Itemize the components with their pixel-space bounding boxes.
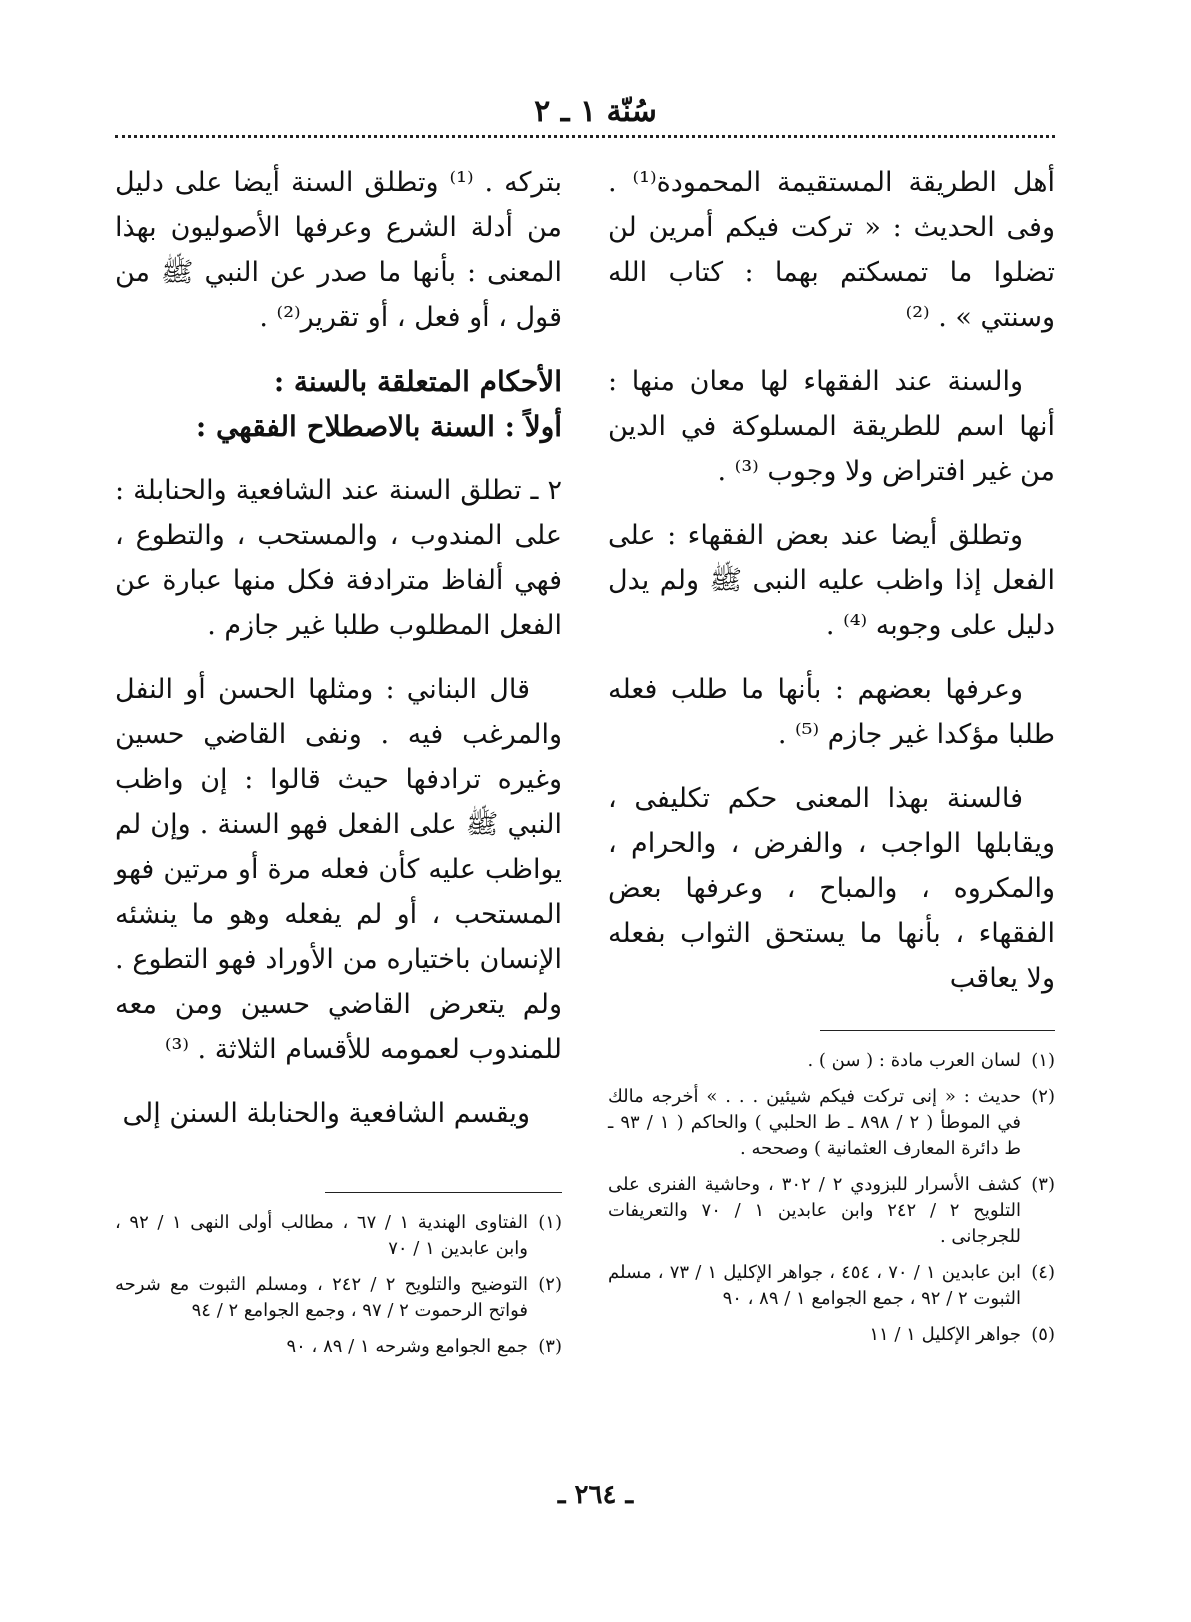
page-number: ـ ٢٦٤ ـ — [557, 1480, 634, 1510]
footnote-item — [115, 1272, 562, 1324]
footnote-divider — [820, 1030, 1055, 1031]
footnote-number: (٥) — [1031, 1324, 1055, 1345]
subsection-heading: أولاً : السنة بالاصطلاح الفقهي : — [195, 410, 562, 443]
footnote-item — [608, 1084, 1055, 1162]
footnote-text: الفتاوى الهندية ١ / ٦٧ ، مطالب أولى النهى ١ / ٩٢ ، وابن عابدين ١ / ٧٠ — [115, 1212, 529, 1259]
header-dotted-divider — [115, 135, 1055, 138]
body-paragraph: ٢ ـ تطلق السنة عند الشافعية والحنابلة : على المندوب ، والمستحب ، والتطوع ، فهي ألفاظ مترادفة فكل منها عبارة عن الفعل المطلوب طلبا غير جازم . — [115, 475, 562, 641]
left-text-column — [115, 160, 562, 1155]
body-paragraph: بتركه . ⁽¹⁾ وتطلق السنة أيضا على دليل من أدلة الشرع وعرفها الأصوليون بهذا المعنى : بأنها ما صدر عن النبي ﷺ من قول ، أو فعل ، أو تقرير⁽²⁾ . — [115, 167, 562, 333]
page-header-title: سُنّة ١ ـ ٢ — [534, 94, 657, 129]
footnote-item — [608, 1260, 1055, 1312]
footnote-number: (٣) — [538, 1336, 562, 1357]
body-paragraph: وتطلق أيضا عند بعض الفقهاء : على الفعل إذا واظب عليه النبى ﷺ ولم يدل دليل على وجوبه ⁽⁴⁾ . — [608, 520, 1055, 641]
body-paragraph: وعرفها بعضهم : بأنها ما طلب فعله طلبا مؤكدا غير جازم ⁽⁵⁾ . — [608, 674, 1055, 750]
footnote-text: حديث : « إنى تركت فيكم شيئين . . . » أخرجه مالك في الموطأ ( ٢ / ٨٩٨ ـ ط الحلبي ) والحاكم ( ١ / ٩٣ ـ ط دائرة المعارف العثمانية ) وصححه . — [608, 1086, 1022, 1159]
body-paragraph: فالسنة بهذا المعنى حكم تكليفى ، ويقابلها الواجب ، والفرض ، والحرام ، والمكروه ، والمباح ، وعرفها بعض الفقهاء ، بأنها ما يستحق الثواب بفعله ولا يعاقب — [608, 783, 1055, 994]
section-heading: الأحكام المتعلقة بالسنة : — [273, 365, 562, 398]
footnote-number: (٤) — [1031, 1262, 1055, 1283]
body-paragraph: قال البناني : ومثلها الحسن أو النفل والمرغب فيه . ونفى القاضي حسين وغيره ترادفها حيث قالوا : إن واظب النبي ﷺ على الفعل فهو السنة . وإن لم يواظب عليه كأن فعله مرة أو مرتين فهو المستحب ، أو لم يفعله وهو ما ينشئه الإنسان باختياره من الأوراد فهو التطوع . ولم يتعرض القاضي حسين ومن معه للمندوب لعمومه للأقسام الثلاثة . ⁽³⁾ — [115, 674, 562, 1065]
body-paragraph: ويقسم الشافعية والحنابلة السنن إلى — [122, 1098, 530, 1129]
footnote-item — [115, 1334, 562, 1360]
footnote-number: (١) — [538, 1212, 562, 1233]
footnote-text: جمع الجوامع وشرحه ١ / ٨٩ ، ٩٠ — [286, 1336, 528, 1357]
footnote-item — [608, 1322, 1055, 1348]
footnote-text: التوضيح والتلويح ٢ / ٢٤٢ ، ومسلم الثبوت مع شرحه فواتح الرحموت ٢ / ٩٧ ، وجمع الجوامع ٢ / ٩٤ — [115, 1274, 528, 1321]
footnote-item — [115, 1210, 562, 1262]
footnote-text: لسان العرب مادة : ( سن ) . — [807, 1050, 1021, 1071]
right-text-column — [608, 160, 1055, 1020]
footnote-text: ابن عابدين ١ / ٧٠ ، ٤٥٤ ، جواهر الإكليل ١ / ٧٣ ، مسلم الثبوت ٢ / ٩٢ ، جمع الجوامع ١ / ٨٩ ، ٩٠ — [608, 1262, 1021, 1309]
footnote-number: (١) — [1031, 1050, 1055, 1071]
footnote-text: كشف الأسرار للبزودي ٢ / ٣٠٢ ، وحاشية الفنرى على التلويح ٢ / ٢٤٢ وابن عابدين ١ / ٧٠ والتعريفات للجرجانى . — [608, 1174, 1022, 1247]
footnote-text: جواهر الإكليل ١ / ١١ — [869, 1324, 1021, 1345]
footnote-number: (٢) — [1031, 1086, 1055, 1107]
footnote-item — [608, 1048, 1055, 1074]
right-footnotes — [608, 1048, 1055, 1358]
footnote-number: (٣) — [1031, 1174, 1055, 1195]
left-footnotes — [115, 1210, 562, 1370]
body-paragraph: والسنة عند الفقهاء لها معان منها : أنها اسم للطريقة المسلوكة في الدين من غير افتراض ولا وجوب ⁽³⁾ . — [608, 366, 1055, 487]
footnote-divider — [325, 1192, 562, 1193]
footnote-item — [608, 1172, 1055, 1250]
body-paragraph: أهل الطريقة المستقيمة المحمودة⁽¹⁾ . وفى الحديث : « تركت فيكم أمرين لن تضلوا ما تمسكتم بهما : كتاب الله وسنتي » . ⁽²⁾ — [608, 167, 1055, 333]
footnote-number: (٢) — [538, 1274, 562, 1295]
